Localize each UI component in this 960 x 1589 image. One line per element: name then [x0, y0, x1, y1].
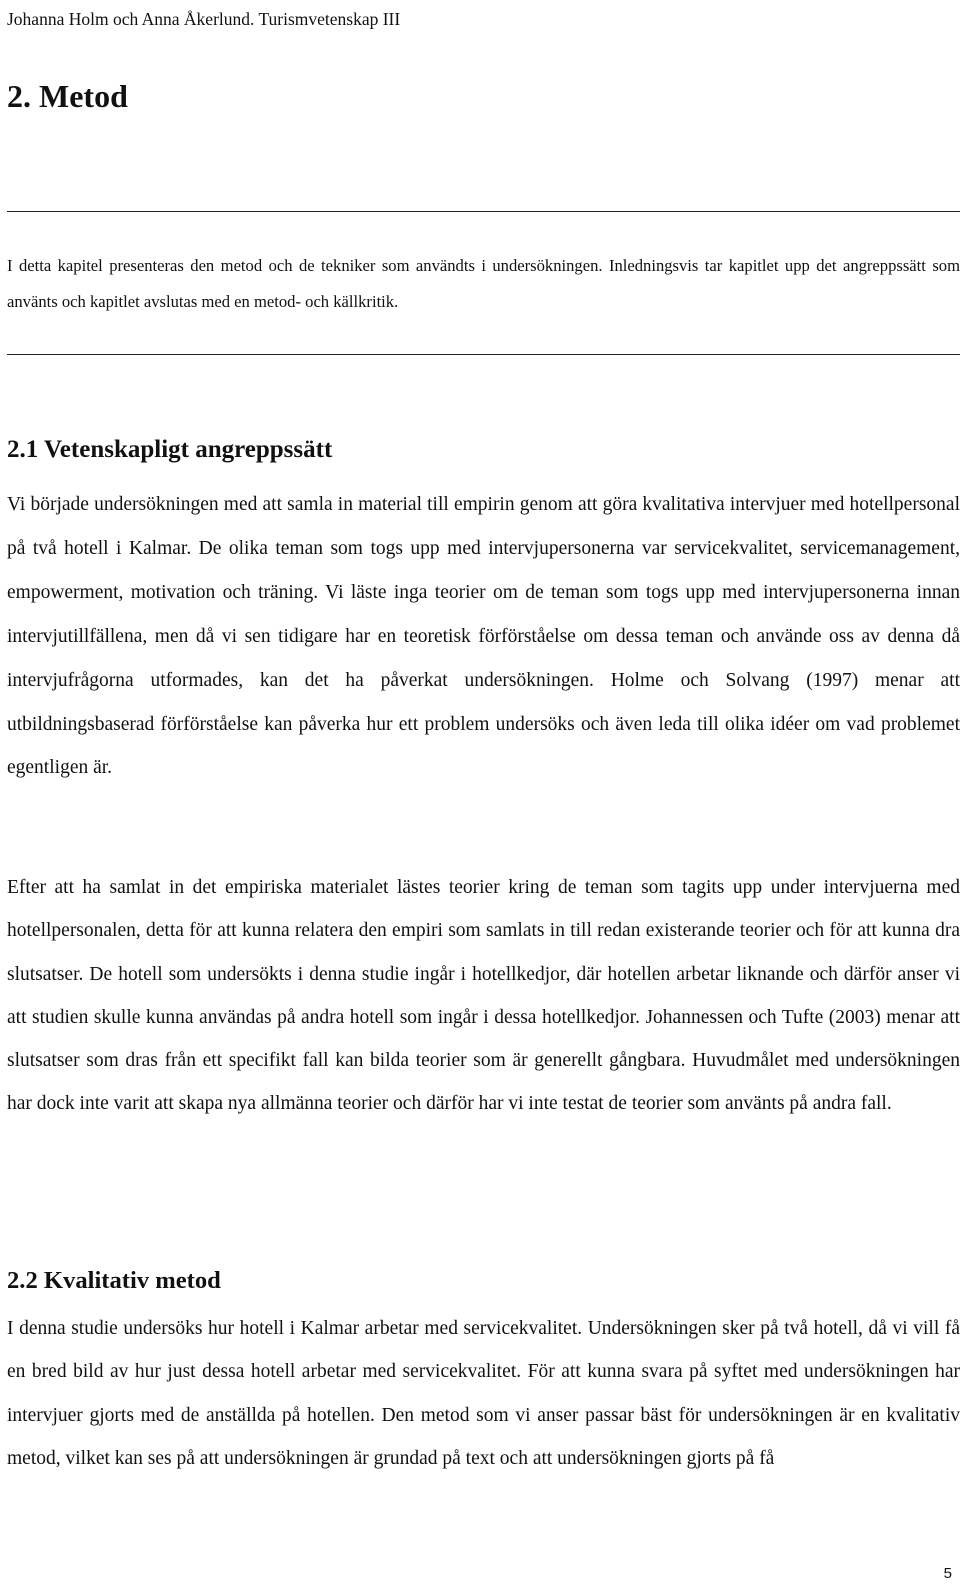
- page-number: 5: [943, 1565, 952, 1582]
- chapter-title: 2. Metod: [7, 78, 128, 114]
- body-paragraph: Vi började undersökningen med att samla in material till empirin genom att göra kvalitativa intervjuer med hotellpersonal på två hotell i Kalmar. De olika teman som togs upp med intervjupersonerna var servicekvalitet, servicemanagement, empowerment, motivation och träning. Vi läste inga teorier om de teman som togs upp med intervjupersonerna innan intervjutillfällena, men då vi sen tidigare har en teoretisk förförståelse om dessa teman och använde oss av denna då intervjufrågorna utformades, kan det ha påverkat undersökningen. Holme och Solvang (1997) menar att utbildningsbaserad förförståelse kan påverka hur ett problem undersöks och även leda till olika idéer om vad problemet egentligen är.: [7, 494, 960, 779]
- body-paragraph: Efter att ha samlat in det empiriska materialet lästes teorier kring de teman som tagits upp under intervjuerna med hotellpersonalen, detta för att kunna relatera den empiri som samlats in till redan existerande teorier och för att kunna dra slutsatser. De hotell som undersökts i denna studie ingår i hotellkedjor, där hotellen arbetar liknande och därför anser vi att studien skulle kunna användas på andra hotell som ingår i dessa hotellkedjor. Johannessen och Tufte (2003) menar att slutsatser som dras från ett specifikt fall kan bilda teorier som är generellt gångbara. Huvudmålet med undersökningen har dock inte varit att skapa nya allmänna teorier och därför har vi inte testat de teorier som använts på andra fall.: [7, 877, 960, 1115]
- section-heading-kvalitativ: 2.2 Kvalitativ metod: [7, 1267, 221, 1294]
- running-header: Johanna Holm och Anna Åkerlund. Turismvetenskap III: [7, 9, 401, 29]
- divider-bottom: [7, 354, 960, 355]
- divider-top: [7, 211, 960, 212]
- section-heading-vetenskapligt: 2.1 Vetenskapligt angreppssätt: [7, 436, 333, 463]
- intro-paragraph: I detta kapitel presenteras den metod och de tekniker som användts i undersökningen. Inledningsvis tar kapitlet upp det angreppssätt som använts och kapitlet avslutas med en metod- och källkritik.: [7, 256, 960, 311]
- body-paragraph: I denna studie undersöks hur hotell i Kalmar arbetar med servicekvalitet. Undersökningen sker på två hotell, då vi vill få en bred bild av hur just dessa hotell arbetar med servicekvalitet. För att kunna svara på syftet med undersökningen har intervjuer gjorts med de anställda på hotellen. Den metod som vi anser passar bäst för undersökningen är en kvalitativ metod, vilket kan ses på att undersökningen är grundad på text och att undersökningen gjorts på få: [7, 1318, 960, 1470]
